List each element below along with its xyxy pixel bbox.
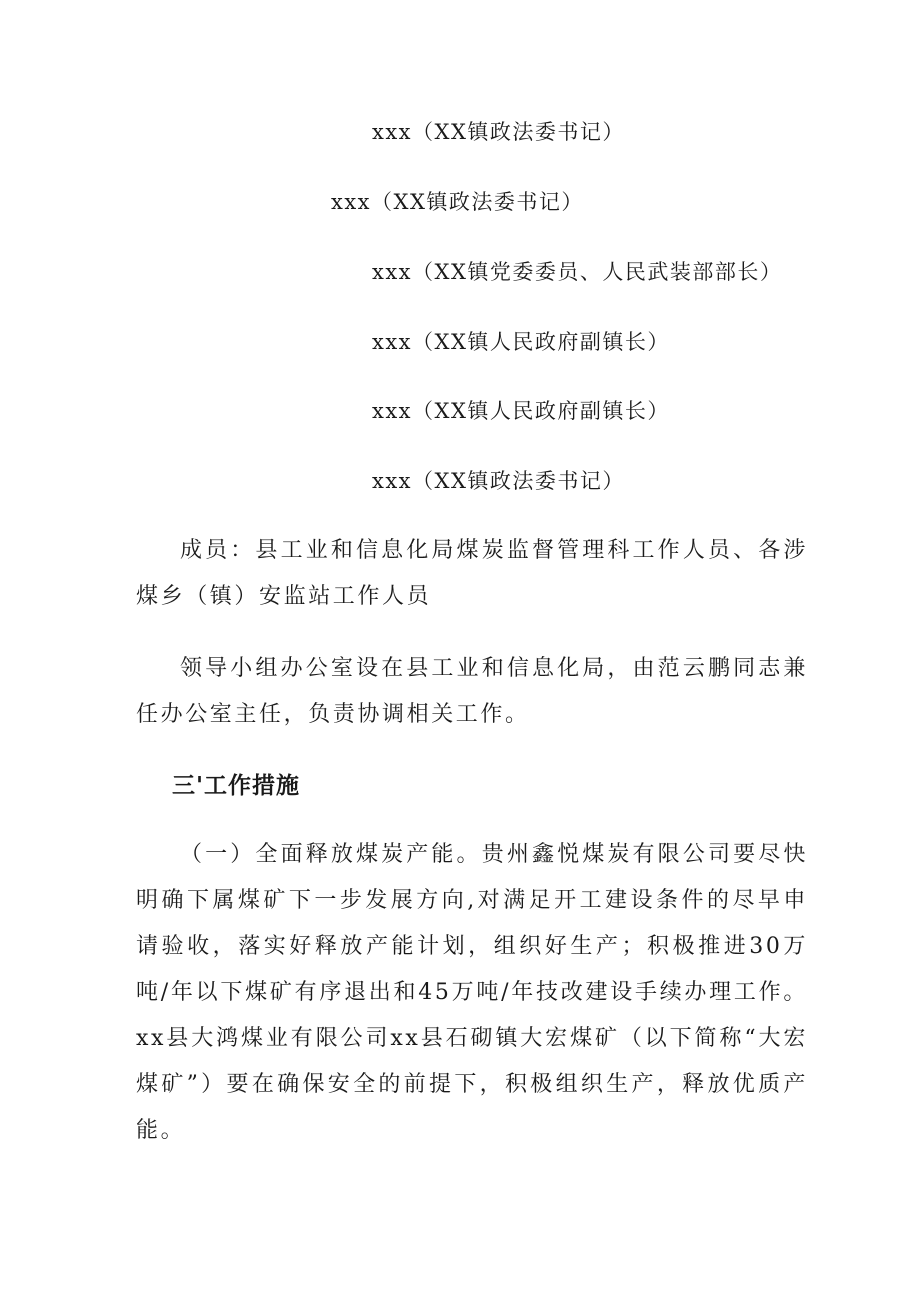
- measure-paragraph-1: （一）全面释放煤炭产能。贵州鑫悦煤炭有限公司要尽快明确下属煤矿下一步发展方向,对满足开工建设条件的尽早申请验收，落实好释放产能计划，组织好生产；积极推进30万吨/年以下煤矿有序退出和45万吨/年技改建设手续办理工作。xx县大鸿煤业有限公司xx县石砌镇大宏煤矿（以下简称“大宏煤矿”）要在确保安全的前提下，积极组织生产，释放优质产能。: [136, 842, 808, 1143]
- office-paragraph: 领导小组办公室设在县工业和信息化局，由范云鹏同志兼任办公室主任，负责协调相关工作。: [136, 656, 808, 727]
- member-line-2: xxx（XX镇政法委书记）: [331, 190, 584, 214]
- member-line-6: xxx（XX镇政法委书记）: [372, 469, 625, 493]
- member-line-5: xxx（XX镇人民政府副镇长）: [372, 399, 670, 423]
- member-line-1: xxx（XX镇政法委书记）: [372, 120, 625, 144]
- member-line-3: xxx（XX镇党委委员、人民武装部部长）: [372, 260, 783, 284]
- members-paragraph: 成员：县工业和信息化局煤炭监督管理科工作人员、各涉煤乡（镇）安监站工作人员: [136, 538, 808, 609]
- member-line-4: xxx（XX镇人民政府副镇长）: [372, 330, 670, 354]
- section-heading: 三'工作措施: [172, 773, 301, 799]
